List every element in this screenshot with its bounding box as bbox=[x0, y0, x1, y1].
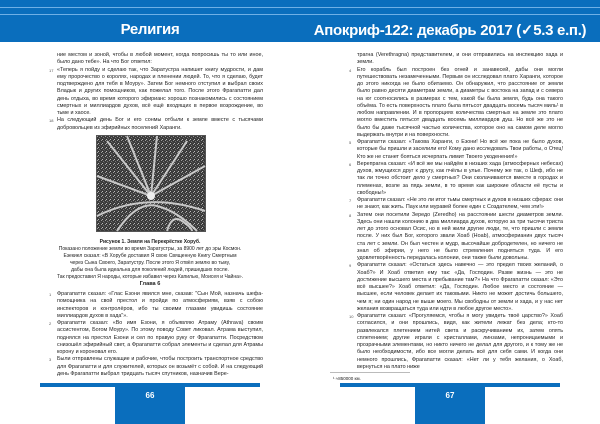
paragraph-text: Фрагапатти сказал: «Во имя Езони, я объявляю Атраму (Athrava) своим ассистентом, Богом Моуру». По этому поводу Совет ликовал. Атрама выступил, поднялся на престол Езони и сел по правую руку от Фрагапатти. Посредством снизошёл эфирийный свет, а Фрагапатти собрал элементы и сделал для Атрамы корону и короновал его. bbox=[57, 320, 263, 355]
verse-number: 8 bbox=[349, 212, 352, 218]
caption-line: через Сына Своего, Заратустру. После этого Я отвёл землю во тьму, bbox=[69, 260, 231, 267]
verse-number: 2 bbox=[49, 321, 52, 326]
caption-line: Показано положение земли во время Заратустры, за 8900 лет до эры Космон. bbox=[58, 246, 242, 253]
left-header bbox=[0, 0, 300, 42]
verse-number: 4 bbox=[349, 67, 352, 73]
paragraph-text: Были отправлены служащие и рабочие, чтобы построить транспортное средство для Фрагапатти и для служителей, которых он возьмёт с собой. И на следующий день Фрагапатти выбрал тридцать тысяч спутников, назначив Вере- bbox=[57, 356, 263, 377]
paragraph-text: Фрагапатти сказал: «Не это ли итог тьмы смертных и духов в низших сферах: они не знают, как жить. Паук или муравей более един с Создателем, чем эти!» bbox=[357, 197, 564, 211]
paragraph bbox=[49, 356, 263, 378]
right-page-text bbox=[349, 52, 564, 371]
verse-number: 3 bbox=[49, 357, 52, 363]
caption-title: Рисунок 1. Земля на Перекрёстке Хоруб. bbox=[99, 239, 201, 245]
figure-earth-horub bbox=[96, 135, 206, 232]
header-stripe bbox=[0, 7, 300, 8]
verse-number: 5 bbox=[349, 140, 352, 145]
paragraph-text: ние местом и зоной, чтобы в любой момент, когда попросишь ты то или иное, было дано тебе». На что Бог ответил: bbox=[57, 52, 263, 66]
verse-number: 6 bbox=[349, 161, 352, 167]
paragraph-text: Его корабль был построен без огней и занавесей, дабы они могли путешествовать незамеченными. Первым он исследовал плато Харанги, которое до этого никогда не было обитаемо. Он обнаружил, что расстояние от земли было равно десяти диаметрам земли, а диаметры с востока на запад и с севера на юг соотносились в размерах с тем, какой бы была земля, будь она такого объёма. То есть поверхность плато была пятьсот двадцать восемь тысяч миль¹ в любом направлении. И в пропорциях количества смертных на земле это плато могло вместить пятьсот двадцать восемь миллиардов душ. Но всё же это не было бы даже тысячной частью количества, которое оно на самом деле могло выдержать внутри и на поверхности. bbox=[357, 66, 563, 138]
paragraph bbox=[49, 291, 263, 320]
paragraph bbox=[49, 320, 263, 356]
paragraph-text: Фрагапатти сказал: «Такова Харанги, о Езони! Но всё же пока не было духов, которые бы пришли и заселили его! Кому дано исследовать Твои работы, о Отец! Кто же не станет бояться исчерпать лимит Твоего укоденения!» bbox=[357, 139, 563, 160]
paragraph-text: Фрагапатти сказал: «Глас Езони явился мне, сказав: "Сын Мой, назначь шефа-помощника на свой престол и пройди по атмосфериям, взяв с собою инспекторов и контролёров, ибо ты своими глазами увидишь состояние миллиардов духов в хада"». bbox=[57, 291, 263, 319]
paragraph bbox=[349, 313, 563, 371]
verse-number: 17 bbox=[49, 67, 54, 73]
caption-line: Так предоставил Я народы, которые избавил через Капилью, Моисея и Чайна». bbox=[56, 274, 244, 281]
page-number-left: 66 bbox=[115, 386, 185, 424]
paragraph-text: Верепрагна сказал: «И всё же мы найдём в низших хада (атмосферных небесах) духов, жмущихся друг к другу, как пчёлы в улье. Почему же так, о Шеф, ибо не так ли точно обстоит дело у смертных? Они сколачиваются вместе в городах и племенах, возле за пядь земли, в то время как широкие области её пусты и свободны!» bbox=[357, 160, 563, 196]
header-stripe bbox=[300, 14, 600, 15]
footnote: ¹ ≈850000 км. bbox=[333, 376, 361, 381]
paragraph bbox=[349, 211, 563, 263]
right-header bbox=[300, 0, 600, 42]
paragraph-text: Фрагапатти сказал: «Остаться здесь навечно — это предел твоих желаний, о Хоаб?» И Хоаб ответил ему так: «Да, Господин. Разве жизнь — это не достижение высшего места и пребывание там?» На что Фрагапатти сказал: «Это всё высшее?» Хоаб ответил: «Да, Господин. Любое место и состояние — высшее, если человек делает их таковыми. Никто не может достичь большего, чем я; ни один народ не выше моего. Мы свободны от земли и хада, и у нас нет желания возвращаться туда или идти в любое другое место». bbox=[357, 262, 563, 312]
paragraph bbox=[349, 197, 564, 212]
paragraph bbox=[49, 66, 263, 118]
paragraph bbox=[349, 139, 563, 161]
left-top-text bbox=[49, 52, 263, 132]
paragraph bbox=[49, 117, 263, 132]
verse-number: 9 bbox=[349, 263, 352, 269]
paragraph-text: На следующий день Бог и его сонмы отбыли к земле вместе с тысячами добровольцев из эфирийных поселений Харанги. bbox=[57, 117, 263, 131]
verse-number: 18 bbox=[49, 118, 54, 124]
page-number-right: 67 bbox=[415, 386, 485, 424]
paragraph-text: Фрагапатти сказал: «Прогуляемся, чтобы я могу увидеть твоё царство?» Хоаб согласился, и они прошлись, видя, как жители лежат без дела; кто-то развлекался плетением нитей света и раскручиванием их, затем опять сплетением; другие играли с кристаллами, линзами, непроницаемыми и прозрачными элементами, но никто ничего не делал для другого, и к тому же не было необходимости, ибо все могли делать всё для себя сами. И когда они немного прошлись, Фрагапатти сказал: «Нет ли у тебя желания, о Хоаб, вернуться на плато ниже bbox=[357, 313, 563, 370]
verse-number: 10 bbox=[349, 314, 354, 319]
paragraph-text: трагна (Verethragna) представителем, и они отправились на инспекцию хада и земли. bbox=[357, 52, 563, 66]
paragraph-text: Затем они посетили Зередо (Zeredho) на расстоянии шести диаметров земли. Здесь они нашли колонию в два миллиарда духов, которую за три тысячи триста лет до этого основал Осис, но в ней жили другие люди, те, что пришли с земли после. У них был Бог, которого звали Хоаб (Hoab), атмосферианин двух тысяч ста лет с земли. Он был честен и мудр, высочайше добродетелен, но ничего не знал об эфирии, у него не было стремления подняться туда. И его удовлетворённость передалась колонии, они также были довольны. bbox=[357, 211, 563, 261]
paragraph bbox=[57, 52, 263, 67]
verse-number: 7 bbox=[349, 198, 352, 203]
header-stripe bbox=[300, 7, 600, 8]
footnote-rule bbox=[330, 372, 410, 373]
right-header-title: Апокриф-122: декабрь 2017 (✓5.3 е.п.) bbox=[313, 22, 587, 39]
chapter-title: Глава 6 bbox=[139, 281, 161, 287]
left-header-title: Религия bbox=[120, 21, 180, 38]
header-stripe bbox=[0, 14, 300, 15]
paragraph bbox=[349, 262, 563, 313]
caption-line: Езекиел сказал: «В Хорубе доставил Я свою Священную Книгу Смертным bbox=[63, 253, 237, 260]
paragraph bbox=[349, 160, 563, 197]
chapter-text bbox=[49, 291, 263, 383]
verse-number: 1 bbox=[49, 292, 52, 297]
figure-caption bbox=[40, 239, 260, 282]
paragraph bbox=[349, 66, 563, 140]
caption-line: дабы она была идеальна для поколений людей, пришедших после. bbox=[71, 267, 229, 274]
figure-image bbox=[97, 136, 205, 231]
paragraph bbox=[357, 52, 563, 67]
paragraph-text: «Теперь я пойду и сделаю так, что Заратустра напишет книгу мудрости, и дам ему пророчество о королях, народах и пленении людей. То, что я сделаю, будет подтверждено для тебя в Моуру». Затем Бог немного отступил и выбрал своих Владык и других помощников, как пожелал того. После этого Фрагапатти дал день отдыха, во время которого эфирианс хорошо познакомились с состоянием смертных и миллиардов духов, всё ещё входящих в первое возрождение, во тьме и хаосе. bbox=[57, 66, 263, 116]
